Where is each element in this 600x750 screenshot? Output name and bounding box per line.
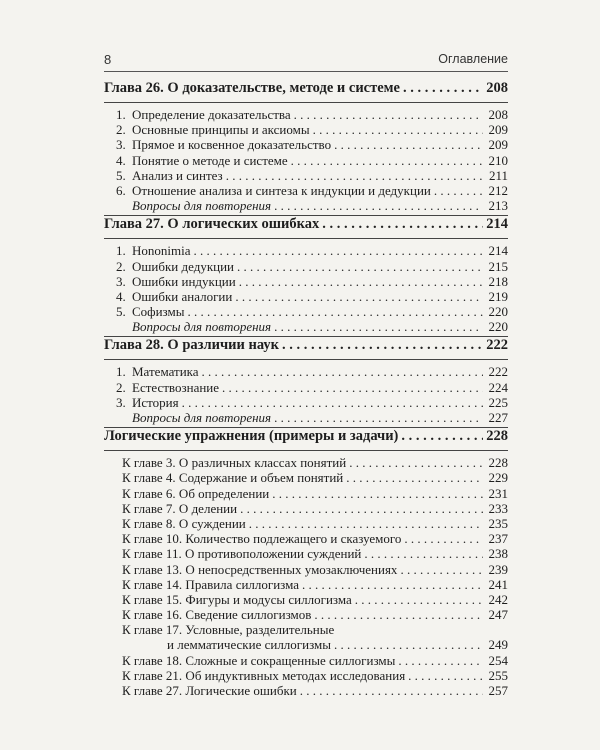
section-number: 5. xyxy=(116,167,126,183)
section-page: 212 xyxy=(488,182,508,198)
dot-leader xyxy=(187,304,483,320)
exercise-page: 249 xyxy=(488,637,508,653)
dot-leader xyxy=(237,259,483,275)
exercise-title-line1: К главе 17. Условные, разделительные xyxy=(122,622,335,638)
dot-leader xyxy=(249,516,483,532)
toc-section-row[interactable] xyxy=(104,153,508,168)
dot-leader xyxy=(282,337,483,354)
section-title: Ошибки аналогии xyxy=(132,288,233,304)
toc-review-row[interactable] xyxy=(104,319,508,334)
exercise-page: 231 xyxy=(488,485,508,501)
toc-exercise-row[interactable] xyxy=(104,546,508,561)
exercise-title: К главе 16. Сведение силлогизмов xyxy=(122,607,312,623)
chapter-title: Глава 28. О различии наук xyxy=(104,337,279,354)
dot-leader xyxy=(314,607,483,623)
toc-chapter-row[interactable] xyxy=(104,80,508,100)
dot-leader xyxy=(401,428,483,445)
dot-leader xyxy=(404,531,483,547)
section-number: 1. xyxy=(116,107,126,122)
chapter-28-heading xyxy=(104,336,508,360)
dot-leader xyxy=(346,470,483,486)
toc-exercise-row[interactable] xyxy=(104,607,508,622)
dot-leader xyxy=(434,183,483,199)
toc-review-row[interactable] xyxy=(104,198,508,213)
dot-leader xyxy=(272,486,483,502)
toc-exercise-row[interactable] xyxy=(104,470,508,485)
dot-leader xyxy=(364,546,483,562)
toc-section-row[interactable] xyxy=(104,243,508,258)
exercise-page: 247 xyxy=(488,607,508,623)
exercise-page: 233 xyxy=(488,500,508,516)
toc-section-row[interactable] xyxy=(104,289,508,304)
dot-leader xyxy=(274,198,483,214)
exercise-title: К главе 13. О непосредственных умозаключениях xyxy=(122,561,398,577)
section-page: 218 xyxy=(488,273,508,289)
toc-chapter-row[interactable] xyxy=(104,337,508,357)
running-title: Оглавление xyxy=(438,52,508,66)
dot-leader xyxy=(235,289,483,305)
exercise-page: 254 xyxy=(488,652,508,668)
dot-leader xyxy=(182,395,483,411)
toc-exercise-row[interactable] xyxy=(104,531,508,546)
exercise-title-line2: и лемматические силлогизмы xyxy=(167,637,331,653)
dot-leader xyxy=(240,501,483,517)
section-number: 2. xyxy=(116,379,126,395)
section-number: 3. xyxy=(116,394,126,410)
exercises-page: 228 xyxy=(486,428,508,445)
exercise-title: К главе 15. Фигуры и модусы силлогизма xyxy=(122,591,352,607)
dot-leader xyxy=(300,683,483,699)
dot-leader xyxy=(398,653,483,669)
section-page: 209 xyxy=(488,137,508,153)
section-title: История xyxy=(132,394,179,410)
section-number: 5. xyxy=(116,304,126,320)
toc-section-row[interactable] xyxy=(104,122,508,137)
section-page: 214 xyxy=(488,243,508,259)
toc-chapter-row[interactable] xyxy=(104,216,508,236)
section-number: 4. xyxy=(116,152,126,168)
exercise-title: К главе 7. О делении xyxy=(122,500,238,516)
section-page: 208 xyxy=(488,107,508,122)
review-page: 220 xyxy=(488,319,508,335)
dot-leader xyxy=(294,107,483,123)
dot-leader xyxy=(313,122,483,138)
exercise-page: 235 xyxy=(488,515,508,531)
review-title: Вопросы для повторения xyxy=(132,410,272,425)
toc-exercise-row[interactable] xyxy=(104,668,508,683)
section-title: Естествознание xyxy=(132,379,220,395)
exercise-page: 229 xyxy=(488,470,508,486)
toc-section-row[interactable] xyxy=(104,380,508,395)
dot-leader xyxy=(291,153,483,169)
exercise-page: 239 xyxy=(488,561,508,577)
toc-section-row[interactable] xyxy=(104,259,508,274)
section-title: Определение доказательства xyxy=(132,107,291,122)
toc-exercise-row[interactable] xyxy=(104,653,508,668)
review-page: 213 xyxy=(488,198,508,214)
toc-review-row[interactable] xyxy=(104,410,508,425)
toc-section-row[interactable] xyxy=(104,304,508,319)
review-title: Вопросы для повторения xyxy=(132,319,272,335)
exercise-page: 242 xyxy=(488,591,508,607)
toc-section-row[interactable] xyxy=(104,274,508,289)
toc-exercise-row[interactable] xyxy=(104,516,508,531)
section-title: Ошибки индукции xyxy=(132,273,236,289)
toc-exercise-row[interactable] xyxy=(104,486,508,501)
dot-leader xyxy=(239,274,483,290)
exercise-title: К главе 14. Правила силлогизма xyxy=(122,576,300,592)
toc-section-row[interactable] xyxy=(104,183,508,198)
toc-exercise-row[interactable] xyxy=(104,501,508,516)
chapter-page: 214 xyxy=(486,216,508,233)
table-of-contents xyxy=(104,80,508,698)
exercise-title: К главе 3. О различных классах понятий xyxy=(122,455,347,471)
toc-section-row[interactable] xyxy=(104,395,508,410)
exercise-title: К главе 11. О противоположении суждений xyxy=(122,546,362,562)
section-number: 4. xyxy=(116,288,126,304)
dot-leader xyxy=(194,243,484,259)
toc-exercise-row[interactable] xyxy=(104,455,508,470)
section-title: Прямое и косвенное доказательство xyxy=(132,137,332,153)
exercise-page: 255 xyxy=(488,667,508,683)
dot-leader xyxy=(202,364,483,380)
section-page: 209 xyxy=(488,122,508,138)
dot-leader xyxy=(222,380,483,396)
section-number: 6. xyxy=(116,182,126,198)
toc-chapter-row[interactable] xyxy=(104,428,508,448)
exercise-title: К главе 10. Количество подлежащего и сказуемого xyxy=(122,531,402,547)
toc-exercise-row[interactable] xyxy=(104,577,508,592)
section-page: 224 xyxy=(488,379,508,395)
page-number: 8 xyxy=(104,52,112,67)
section-title: Анализ и синтез xyxy=(132,167,223,183)
section-number: 2. xyxy=(116,122,126,138)
toc-section-row[interactable] xyxy=(104,168,508,183)
section-page: 222 xyxy=(488,364,508,380)
exercise-title: К главе 4. Содержание и объем понятий xyxy=(122,470,344,486)
exercise-title: К главе 6. Об определении xyxy=(122,485,270,501)
dot-leader xyxy=(274,410,483,426)
page-header xyxy=(104,48,508,70)
exercise-title-line2-row xyxy=(122,637,508,652)
dot-leader xyxy=(408,668,483,684)
dot-leader xyxy=(322,216,483,233)
header-divider xyxy=(104,71,508,72)
dot-leader xyxy=(302,577,483,593)
toc-section-row[interactable] xyxy=(104,137,508,152)
exercise-page: 257 xyxy=(488,683,508,698)
chapter-title: Глава 27. О логических ошибках xyxy=(104,216,320,233)
section-page: 215 xyxy=(488,258,508,274)
dot-leader xyxy=(274,319,483,335)
toc-exercise-row[interactable] xyxy=(104,683,508,698)
review-page: 227 xyxy=(488,410,508,425)
section-title: Hononimia xyxy=(132,243,191,259)
exercise-title: К главе 21. Об индуктивных методах исследования xyxy=(122,667,406,683)
section-page: 210 xyxy=(488,152,508,168)
chapter-27-sections xyxy=(104,243,508,334)
section-title: Математика xyxy=(132,364,199,380)
exercises-title: Логические упражнения (примеры и задачи) xyxy=(104,428,399,445)
chapter-27-heading xyxy=(104,215,508,239)
exercise-title: К главе 8. О суждении xyxy=(122,515,246,531)
exercise-page: 241 xyxy=(488,576,508,592)
section-page: 220 xyxy=(488,304,508,320)
exercise-page: 237 xyxy=(488,531,508,547)
chapter-page: 222 xyxy=(486,337,508,354)
dot-leader xyxy=(355,592,483,608)
dot-leader xyxy=(349,455,483,471)
section-number: 3. xyxy=(116,137,126,153)
chapter-page: 208 xyxy=(486,80,508,96)
section-page: 211 xyxy=(488,167,508,183)
exercises-heading xyxy=(104,427,508,451)
chapter-title: Глава 26. О доказательстве, методе и системе xyxy=(104,80,400,96)
exercise-title: К главе 18. Сложные и сокращенные силлогизмы xyxy=(122,652,396,668)
dot-leader xyxy=(334,137,483,153)
chapter-26-heading xyxy=(104,80,508,103)
section-number: 1. xyxy=(116,243,126,259)
exercise-page: 238 xyxy=(488,546,508,562)
section-number: 1. xyxy=(116,364,126,380)
section-page: 225 xyxy=(488,394,508,410)
section-title: Отношение анализа и синтеза к индукции и дедукции xyxy=(132,182,431,198)
exercises-list xyxy=(104,455,508,698)
toc-exercise-row[interactable] xyxy=(104,562,508,577)
dot-leader xyxy=(400,562,483,578)
exercise-title: К главе 27. Логические ошибки xyxy=(122,683,297,698)
exercise-page: 228 xyxy=(488,455,508,471)
toc-section-row[interactable] xyxy=(104,107,508,122)
toc-exercise-multiline[interactable] xyxy=(104,622,508,652)
dot-leader xyxy=(403,80,483,97)
chapter-26-sections xyxy=(104,107,508,213)
section-number: 2. xyxy=(116,258,126,274)
section-title: Ошибки дедукции xyxy=(132,258,235,274)
chapter-28-sections xyxy=(104,364,508,425)
section-number: 3. xyxy=(116,273,126,289)
dot-leader xyxy=(334,637,483,653)
section-page: 219 xyxy=(488,288,508,304)
toc-section-row[interactable] xyxy=(104,364,508,379)
section-title: Софизмы xyxy=(132,304,185,320)
toc-exercise-row[interactable] xyxy=(104,592,508,607)
section-title: Понятие о методе и системе xyxy=(132,152,288,168)
review-title: Вопросы для повторения xyxy=(132,198,272,214)
section-title: Основные принципы и аксиомы xyxy=(132,122,310,138)
dot-leader xyxy=(226,168,483,184)
